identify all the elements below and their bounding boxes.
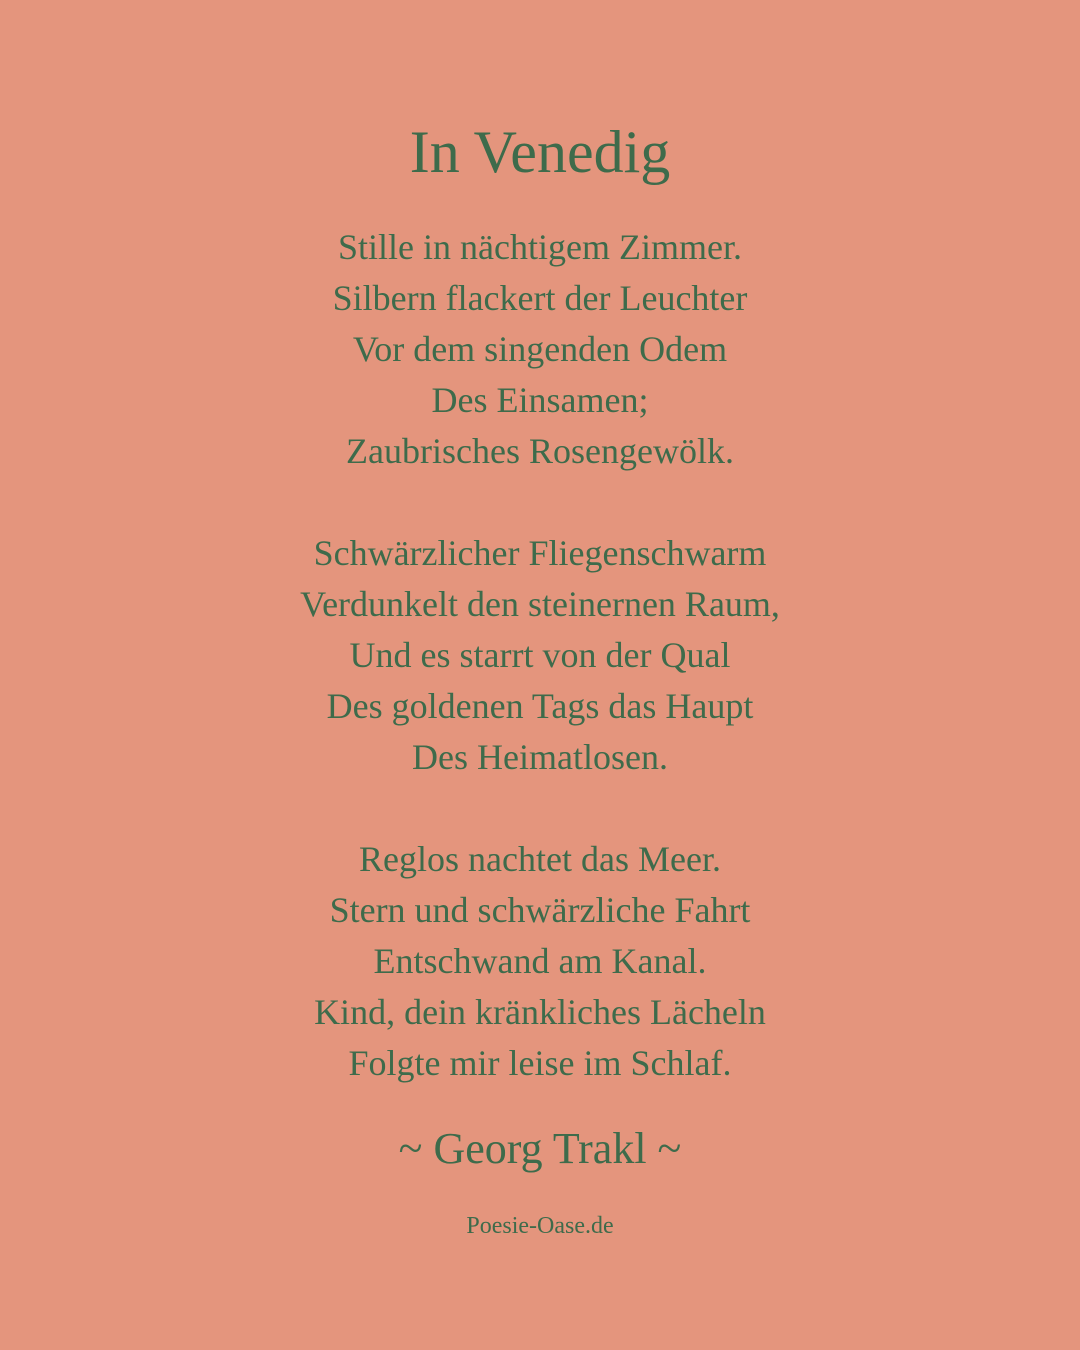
stanza-1 [0,222,1080,477]
poem-body [0,222,1080,1089]
poem-line: Schwärzlicher Fliegenschwarm [313,533,767,573]
stanza-2 [0,528,1080,783]
poem-line: Stern und schwärzliche Fahrt [329,890,751,930]
website-label: Poesie-Oase.de [466,1213,614,1239]
poem-title: In Venedig [409,119,671,185]
poem-line: Zaubrisches Rosengewölk. [346,431,734,471]
poem-line: Des Heimatlosen. [412,737,668,777]
poem-author: ~ Georg Trakl ~ [398,1124,682,1173]
poem-line: Verdunkelt den steinernen Raum, [300,584,780,624]
poem-line: Des goldenen Tags das Haupt [326,686,754,726]
poem-line: Vor dem singenden Odem [352,329,728,369]
poem-line: Entschwand am Kanal. [373,941,707,981]
poem-line: Silbern flackert der Leuchter [332,278,748,318]
poem-line: Stille in nächtigem Zimmer. [338,227,742,267]
poem-line: Des Einsamen; [431,380,649,420]
stanza-3 [0,834,1080,1089]
poem-line: Und es starrt von der Qual [349,635,731,675]
poem-line: Folgte mir leise im Schlaf. [348,1043,732,1083]
poem-line: Reglos nachtet das Meer. [359,839,721,879]
poem-line: Kind, dein kränkliches Lächeln [314,992,766,1032]
